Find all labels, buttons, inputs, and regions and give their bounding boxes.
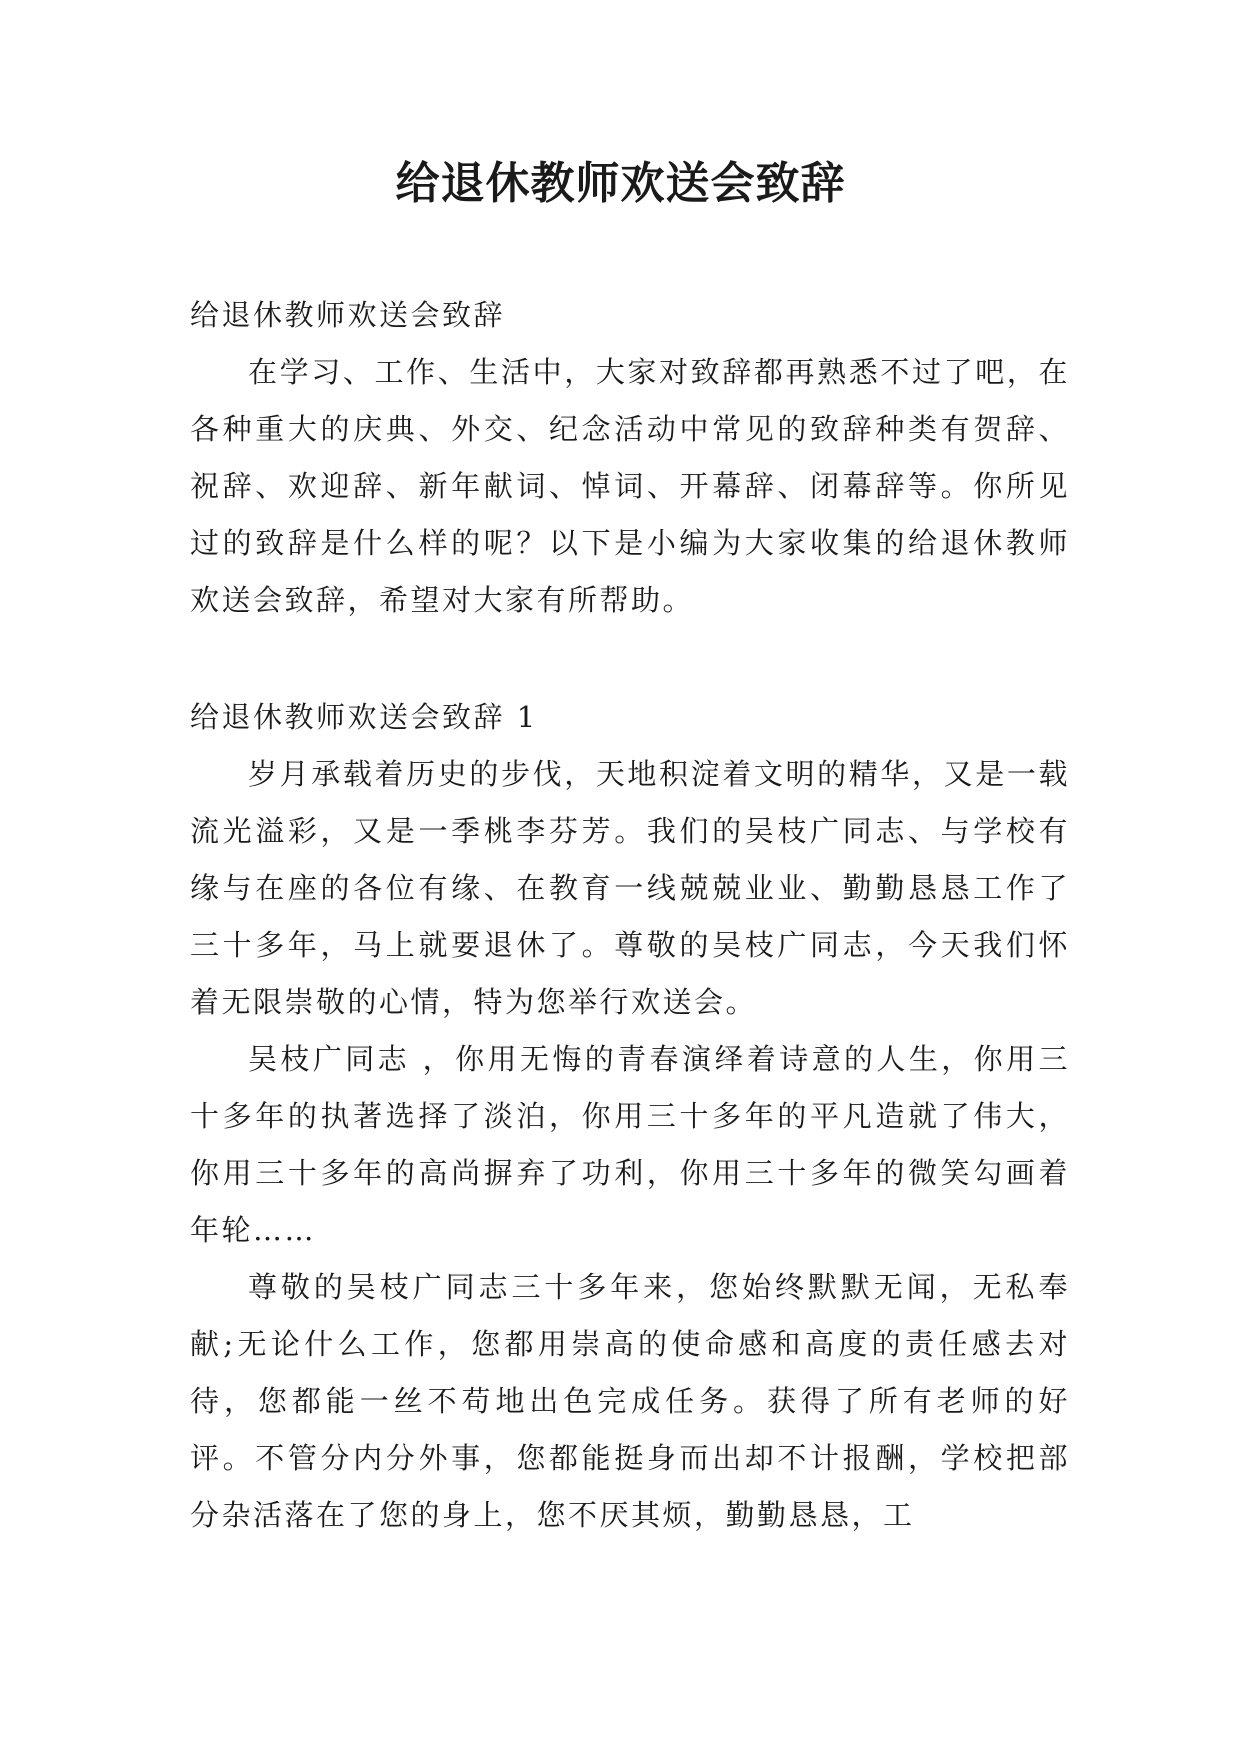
intro-section	[190, 287, 1070, 629]
speech-1-section	[190, 689, 1070, 1544]
speech-1-heading: 给退休教师欢送会致辞 1	[190, 700, 538, 734]
speech-1-paragraph: 吴枝广同志 ，你用无悔的青春演绎着诗意的人生，你用三十多年的执著选择了淡泊，你用三十多年的平凡造就了伟大，你用三十多年的高尚摒弃了功利，你用三十多年的微笑勾画着年轮……	[190, 1042, 1070, 1247]
intro-paragraph: 在学习、工作、生活中，大家对致辞都再熟悉不过了吧，在各种重大的庆典、外交、纪念活动中常见的致辞种类有贺辞、祝辞、欢迎辞、新年献词、悼词、开幕辞、闭幕辞等。你所见过的致辞是什么样的呢？以下是小编为大家收集的给退休教师欢送会致辞，希望对大家有所帮助。	[190, 355, 1070, 617]
document-title: 给退休教师欢送会致辞	[395, 158, 846, 209]
speech-1-paragraph: 尊敬的吴枝广同志三十多年来，您始终默默无闻，无私奉献;无论什么工作，您都用崇高的使命感和高度的责任感去对待，您都能一丝不苟地出色完成任务。获得了所有老师的好评。不管分内分外事，您都能挺身而出却不计报酬，学校把部分杂活落在了您的身上，您不厌其烦，勤勤恳恳，工	[190, 1270, 1070, 1532]
speech-1-paragraph: 岁月承载着历史的步伐，天地积淀着文明的精华，又是一载流光溢彩，又是一季桃李芬芳。我们的吴枝广同志、与学校有缘与在座的各位有缘、在教育一线兢兢业业、勤勤恳恳工作了三十多年，马上就要退休了。尊敬的吴枝广同志，今天我们怀着无限崇敬的心情，特为您举行欢送会。	[190, 757, 1070, 1019]
intro-heading: 给退休教师欢送会致辞	[190, 298, 506, 332]
